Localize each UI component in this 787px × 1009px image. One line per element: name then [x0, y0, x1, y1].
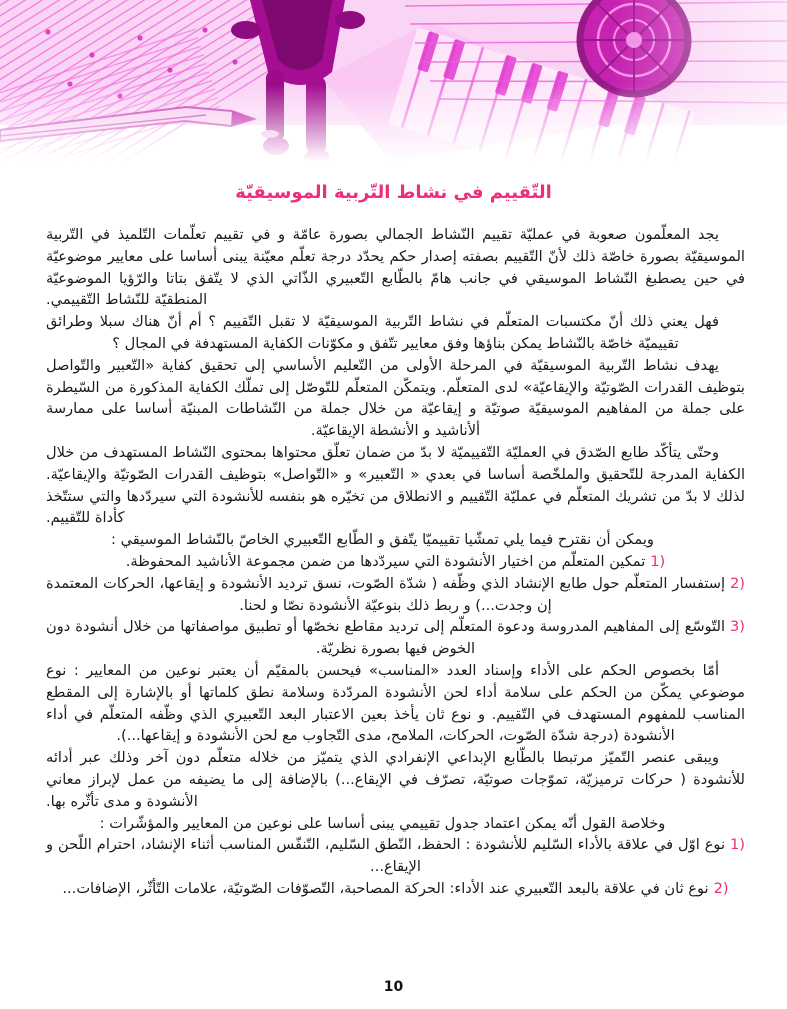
- musical-collage-illustration: [0, 0, 787, 170]
- paragraph-question: فهل يعني ذلك أنّ مكتسبات المتعلّم في نشاط التّربية الموسيقيّة لا تقبل التّقييم ؟ أم أنّ هناك سبلا وطرائق تقييميّة خاصّة بالنّشاط يمكن بناؤها وفق معايير تتّفق و مكوّنات الكفاية المستهدفة في المجال ؟: [46, 313, 719, 352]
- page-title: التّقييم في نشاط التّربية الموسيقيّة: [235, 182, 552, 203]
- header-image: [0, 0, 787, 170]
- list-number: 2): [730, 574, 745, 592]
- list-item-text: إستفسار المتعلّم حول طابع الإنشاد الذي وظّفه ( شدّة الصّوت، نسق ترديد الأنشودة و إيقاعها، الحركات المعتمدة إن وجدت...) و ربط ذلك بنوعيّة الأنشودة نصّا و لحنا.: [46, 574, 726, 614]
- paragraph-goal: يهدف نشاط التّربية الموسيقيّة في المرحلة الأولى من التّعليم الأساسي إلى تحقيق كفاية «التّعبير والتّواصل بتوظيف القدرات الصّوتيّة والإيقاعيّة» لدى المتعلّم. ويتمكّن المتعلّم للتّوصّل إلى تملّك الكفاية المذكورة من السّيطرة على جملة من المفاهيم الموسيقيّة صوتيّة و إيقاعيّة من خلال جملة من النّشاطات المبنيّة أساسا على ممارسة ألأناشيد و الأنشطة الإيقاعيّة.: [46, 356, 745, 440]
- list-a-item-1: [46, 551, 745, 573]
- list-item-text: تمكين المتعلّم من اختيار الأنشودة التي سيردّدها من ضمن مجموعة الأناشيد المحفوظة.: [125, 552, 646, 570]
- list-b-item-2: [46, 878, 745, 900]
- page-number: 10: [383, 979, 404, 995]
- list-item-text: نوع ثان في علاقة بالبعد التّعبيري عند الأداء: الحركة المصاحبة، التّصوّفات الصّوتيّة، علامات التّأثّر، الإضافات...: [62, 879, 709, 897]
- list-item-text: نوع اوّل في علاقة بالأداء السّليم للأنشودة : الحفظ، النّطق السّليم، التّنفّس المناسب أثناء الإنشاد، احترام اللّحن و الإيقاع...: [46, 836, 726, 876]
- list-number: 2): [713, 879, 729, 897]
- paragraph-judging: أمّا بخصوص الحكم على الأداء وإسناد العدد «المناسب» فيحسن بالمقيّم أن يعتبر نوعين من المعايير : نوع موضوعي يمكّن من الحكم على سلامة أداء لحن الأنشودة المردّدة وسلامة نطق كلماتها أو بالإشارة إلى المقطع المناسب للمفهوم المستهدف في التّقييم. و نوع ثان يأخذ بعين الاعتبار البعد التّعبيري الذي وظّفه المتعلّم في أداء الأنشودة (درجة شدّة الصّوت، الحركات، الملامح، مدى التّجاوب مع لحن الأنشودة و إيقاعها...).: [46, 661, 745, 745]
- paragraph-creativity: ويبقى عنصر التّميّز مرتبطا بالطّابع الإبداعي الإنفرادي الذي يتميّز من خلاله متعلّم دون آخر وذلك عبر أدائه للأنشودة ( حركات ترميزيّة، تموّجات صوتيّة، تصرّف في الإيقاع...) بالإضافة إلى ما يضيفه من عمل لإبراز معاني الأنشودة و مدى تأثّره بها.: [46, 749, 745, 810]
- list-number: 1): [650, 552, 666, 570]
- list-b-item-1: [46, 834, 745, 878]
- list-a-item-3: [46, 616, 745, 660]
- paragraph-validity: وحتّى يتأكّد طابع الصّدق في العمليّة التّقييميّة لا بدّ من ضمان تعلّق محتواها بمحتوى النّشاط المستهدف من خلال الكفاية المدرجة للتّحقيق والملخّصة أساسا في بعدي « التّعبير» و «التّواصل» بتوظيف القدرات الصّوتيّة والإيقاعيّة. لذلك لا بدّ من تشريك المتعلّم في عمليّة التّقييم و الانطلاق من تخيّره هو بنفسه للأنشودة التي سيردّدها والتي ستتّخذ كأداة للتّقييم.: [46, 443, 745, 527]
- list-number: 3): [730, 618, 745, 636]
- list-number: 1): [730, 836, 745, 854]
- list-a-item-2: [46, 573, 745, 617]
- paragraph-conclusion: وخلاصة القول أنّه يمكن اعتماد جدول تقييمي يبنى أساسا على نوعين من المعايير والمؤشّرات :: [99, 814, 666, 832]
- article-body: [46, 224, 745, 900]
- list-item-text: التّوسّع إلى المفاهيم المدروسة ودعوة المتعلّم إلى ترديد مقاطع نخصّها أو تطبيق مواصفاتها من خلال أنشودة دون الخوض فيها بصورة نظريّة.: [46, 618, 726, 658]
- paragraph-list-a-intro: ويمكن أن نقترح فيما يلي تمشّيا تقييميّا يتّفق و الطّابع التّعبيري الخاصّ بالنّشاط الموسيقي :: [111, 531, 654, 549]
- paragraph-difficulty: يجد المعلّمون صعوبة في عمليّة تقييم النّشاط الجمالي بصورة عامّة و في تقييم تعلّمات التّلميذ في التّربية الموسيقيّة بصورة خاصّة ذلك لأنّ التّقييم بصفته إصدار حكم يحدّد درجة تعلّم معيّنة يبنى أساسا على معايير موضوعيّة في حين يصطبغ النّشاط الموسيقي في جانب هامّ بالطّابع التّعبيري الذّاتي الذي لا يتّفق بتاتا والرّؤيا الموضوعيّة المنطقيّة للنّشاط التّقييمي.: [46, 226, 745, 309]
